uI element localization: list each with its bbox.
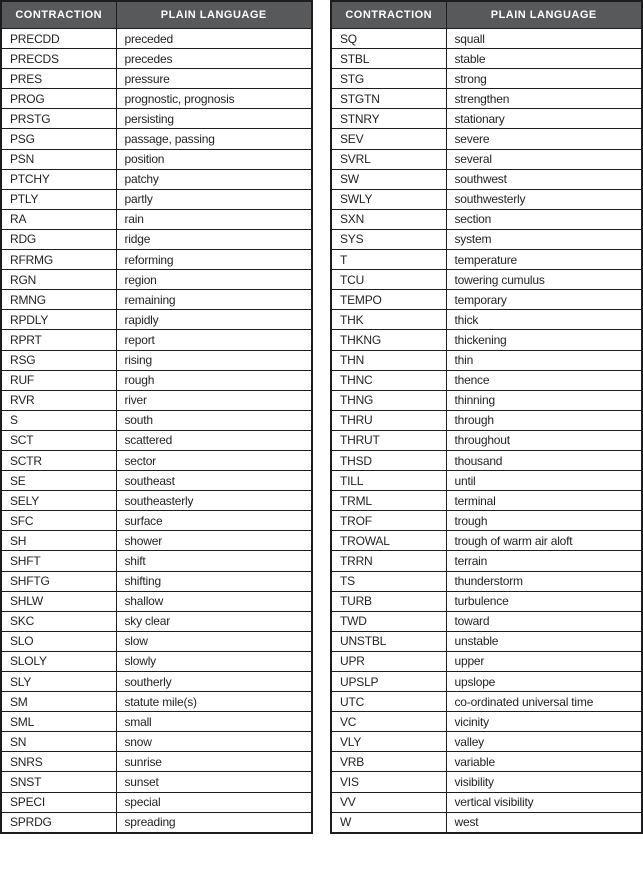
table-row	[1, 29, 312, 49]
contraction-cell: SN	[1, 732, 116, 752]
table-row	[1, 129, 312, 149]
contractions-table-right	[330, 0, 643, 834]
contraction-cell: STG	[331, 69, 446, 89]
plain-language-cell: statute mile(s)	[116, 692, 312, 712]
table-row	[331, 471, 642, 491]
table-row	[331, 109, 642, 129]
table-row	[1, 450, 312, 470]
plain-language-cell: system	[446, 229, 642, 249]
table-row	[331, 129, 642, 149]
plain-language-cell: reforming	[116, 250, 312, 270]
contraction-cell: THNG	[331, 390, 446, 410]
table-row	[1, 69, 312, 89]
contraction-cell: TURB	[331, 591, 446, 611]
plain-language-cell: sunrise	[116, 752, 312, 772]
plain-language-cell: sunset	[116, 772, 312, 792]
contraction-cell: UTC	[331, 692, 446, 712]
contraction-cell: VIS	[331, 772, 446, 792]
plain-language-cell: sector	[116, 450, 312, 470]
table-row	[1, 390, 312, 410]
table-row	[331, 149, 642, 169]
plain-language-cell: spreading	[116, 812, 312, 833]
plain-language-cell: terrain	[446, 551, 642, 571]
plain-language-cell: toward	[446, 611, 642, 631]
plain-language-cell: variable	[446, 752, 642, 772]
table-row	[331, 350, 642, 370]
plain-language-cell: surface	[116, 511, 312, 531]
contraction-cell: PTCHY	[1, 169, 116, 189]
plain-language-cell: temporary	[446, 290, 642, 310]
table-row	[331, 430, 642, 450]
plain-language-cell: thickening	[446, 330, 642, 350]
table-row	[331, 169, 642, 189]
plain-language-cell: thick	[446, 310, 642, 330]
plain-language-cell: west	[446, 812, 642, 833]
contractions-table-left	[0, 0, 313, 834]
table-row	[331, 651, 642, 671]
plain-language-cell: pressure	[116, 69, 312, 89]
contraction-cell: S	[1, 410, 116, 430]
table-row	[331, 270, 642, 290]
table-row	[1, 169, 312, 189]
contraction-cell: SYS	[331, 229, 446, 249]
contraction-cell: THKNG	[331, 330, 446, 350]
contraction-cell: SLOLY	[1, 651, 116, 671]
table-row	[331, 450, 642, 470]
plain-language-cell: through	[446, 410, 642, 430]
table-row	[1, 551, 312, 571]
contraction-cell: TROF	[331, 511, 446, 531]
header-row	[331, 1, 642, 29]
contraction-cell: SH	[1, 531, 116, 551]
plain-language-cell: rapidly	[116, 310, 312, 330]
contraction-cell: SXN	[331, 209, 446, 229]
plain-language-cell: section	[446, 209, 642, 229]
contraction-cell: VLY	[331, 732, 446, 752]
plain-language-cell: southwesterly	[446, 189, 642, 209]
contraction-cell: VV	[331, 792, 446, 812]
plain-language-cell: throughout	[446, 430, 642, 450]
table-row	[331, 551, 642, 571]
table-row	[1, 109, 312, 129]
contraction-cell: THSD	[331, 450, 446, 470]
plain-language-cell: remaining	[116, 290, 312, 310]
plain-language-cell: shower	[116, 531, 312, 551]
plain-language-cell: partly	[116, 189, 312, 209]
table-row	[1, 270, 312, 290]
table-row	[1, 672, 312, 692]
table-row	[331, 310, 642, 330]
table-row	[331, 692, 642, 712]
plain-language-cell: vicinity	[446, 712, 642, 732]
contraction-cell: PRSTG	[1, 109, 116, 129]
contraction-cell: STNRY	[331, 109, 446, 129]
contraction-cell: THRU	[331, 410, 446, 430]
table-row	[331, 49, 642, 69]
plain-language-cell: position	[116, 149, 312, 169]
table-row	[1, 571, 312, 591]
column-header-plain-language: PLAIN LANGUAGE	[116, 1, 312, 29]
contraction-cell: SPECI	[1, 792, 116, 812]
table-row	[331, 752, 642, 772]
contraction-cell: SNST	[1, 772, 116, 792]
contraction-cell: STBL	[331, 49, 446, 69]
contraction-cell: TCU	[331, 270, 446, 290]
contraction-cell: SELY	[1, 491, 116, 511]
contraction-cell: SVRL	[331, 149, 446, 169]
plain-language-cell: co-ordinated universal time	[446, 692, 642, 712]
table-row	[1, 611, 312, 631]
table-row	[331, 410, 642, 430]
header-row	[1, 1, 312, 29]
plain-language-cell: temperature	[446, 250, 642, 270]
plain-language-cell: thunderstorm	[446, 571, 642, 591]
plain-language-cell: vertical visibility	[446, 792, 642, 812]
contraction-cell: THNC	[331, 370, 446, 390]
plain-language-cell: turbulence	[446, 591, 642, 611]
table-row	[331, 29, 642, 49]
table-row	[1, 792, 312, 812]
contraction-cell: PROG	[1, 89, 116, 109]
table-row	[331, 511, 642, 531]
table-row	[1, 89, 312, 109]
table-row	[1, 250, 312, 270]
contraction-cell: SWLY	[331, 189, 446, 209]
contraction-cell: UPSLP	[331, 672, 446, 692]
column-header-contraction: CONTRACTION	[331, 1, 446, 29]
plain-language-cell: passage, passing	[116, 129, 312, 149]
contraction-cell: SHFTG	[1, 571, 116, 591]
contraction-cell: UNSTBL	[331, 631, 446, 651]
contraction-cell: SLO	[1, 631, 116, 651]
contraction-cell: PTLY	[1, 189, 116, 209]
contraction-cell: RVR	[1, 390, 116, 410]
table-row	[1, 149, 312, 169]
plain-language-cell: thinning	[446, 390, 642, 410]
plain-language-cell: thence	[446, 370, 642, 390]
plain-language-cell: several	[446, 149, 642, 169]
plain-language-cell: snow	[116, 732, 312, 752]
plain-language-cell: special	[116, 792, 312, 812]
table-row	[1, 772, 312, 792]
table-row	[331, 250, 642, 270]
contraction-cell: THK	[331, 310, 446, 330]
table-row	[1, 491, 312, 511]
table-row	[331, 611, 642, 631]
contraction-cell: TWD	[331, 611, 446, 631]
contraction-cell: THRUT	[331, 430, 446, 450]
contraction-cell: PRES	[1, 69, 116, 89]
table-row	[1, 410, 312, 430]
plain-language-cell: squall	[446, 29, 642, 49]
contraction-cell: RDG	[1, 229, 116, 249]
plain-language-cell: scattered	[116, 430, 312, 450]
table-row	[331, 712, 642, 732]
contraction-cell: RA	[1, 209, 116, 229]
plain-language-cell: rain	[116, 209, 312, 229]
plain-language-cell: terminal	[446, 491, 642, 511]
table-row	[331, 370, 642, 390]
plain-language-cell: upper	[446, 651, 642, 671]
table-row	[1, 591, 312, 611]
contraction-cell: VC	[331, 712, 446, 732]
contraction-cell: SHLW	[1, 591, 116, 611]
contraction-cell: SHFT	[1, 551, 116, 571]
plain-language-cell: shifting	[116, 571, 312, 591]
contraction-cell: SEV	[331, 129, 446, 149]
plain-language-cell: slowly	[116, 651, 312, 671]
plain-language-cell: rough	[116, 370, 312, 390]
table-row	[331, 89, 642, 109]
plain-language-cell: strengthen	[446, 89, 642, 109]
table-row	[1, 651, 312, 671]
table-row	[1, 430, 312, 450]
contraction-cell: TRML	[331, 491, 446, 511]
plain-language-cell: thousand	[446, 450, 642, 470]
table-row	[331, 229, 642, 249]
contraction-cell: TEMPO	[331, 290, 446, 310]
contraction-cell: SML	[1, 712, 116, 732]
table-row	[331, 631, 642, 651]
table-row	[1, 330, 312, 350]
plain-language-cell: persisting	[116, 109, 312, 129]
plain-language-cell: region	[116, 270, 312, 290]
plain-language-cell: strong	[446, 69, 642, 89]
table-row	[1, 350, 312, 370]
contraction-cell: RMNG	[1, 290, 116, 310]
contraction-cell: RFRMG	[1, 250, 116, 270]
table-row	[1, 752, 312, 772]
plain-language-cell: shallow	[116, 591, 312, 611]
plain-language-cell: severe	[446, 129, 642, 149]
plain-language-cell: valley	[446, 732, 642, 752]
plain-language-cell: preceded	[116, 29, 312, 49]
table-row	[331, 189, 642, 209]
table-row	[1, 370, 312, 390]
table-row	[331, 531, 642, 551]
contraction-cell: SCT	[1, 430, 116, 450]
table-row	[331, 812, 642, 833]
plain-language-cell: prognostic, prognosis	[116, 89, 312, 109]
table-row	[1, 511, 312, 531]
plain-language-cell: south	[116, 410, 312, 430]
plain-language-cell: ridge	[116, 229, 312, 249]
table-row	[1, 531, 312, 551]
contraction-cell: RPDLY	[1, 310, 116, 330]
table-row	[1, 209, 312, 229]
table-row	[1, 229, 312, 249]
contraction-cell: STGTN	[331, 89, 446, 109]
table-row	[331, 290, 642, 310]
table-row	[331, 672, 642, 692]
plain-language-cell: patchy	[116, 169, 312, 189]
plain-language-cell: stable	[446, 49, 642, 69]
table-row	[1, 189, 312, 209]
table-row	[331, 732, 642, 752]
contraction-cell: TRRN	[331, 551, 446, 571]
contraction-cell: SW	[331, 169, 446, 189]
table-row	[331, 792, 642, 812]
plain-language-cell: rising	[116, 350, 312, 370]
contraction-cell: RSG	[1, 350, 116, 370]
table-row	[1, 812, 312, 833]
plain-language-cell: stationary	[446, 109, 642, 129]
contraction-cell: SNRS	[1, 752, 116, 772]
contraction-cell: SCTR	[1, 450, 116, 470]
contraction-cell: TROWAL	[331, 531, 446, 551]
table-row	[1, 310, 312, 330]
plain-language-cell: sky clear	[116, 611, 312, 631]
table-row	[1, 631, 312, 651]
plain-language-cell: thin	[446, 350, 642, 370]
contraction-cell: SE	[1, 471, 116, 491]
table-row	[331, 69, 642, 89]
table-row	[331, 390, 642, 410]
table-row	[331, 330, 642, 350]
contraction-cell: RPRT	[1, 330, 116, 350]
contraction-cell: THN	[331, 350, 446, 370]
table-row	[331, 571, 642, 591]
contraction-cell: SM	[1, 692, 116, 712]
table-row	[331, 772, 642, 792]
plain-language-cell: southeast	[116, 471, 312, 491]
column-header-plain-language: PLAIN LANGUAGE	[446, 1, 642, 29]
plain-language-cell: precedes	[116, 49, 312, 69]
plain-language-cell: southerly	[116, 672, 312, 692]
plain-language-cell: river	[116, 390, 312, 410]
column-header-contraction: CONTRACTION	[1, 1, 116, 29]
plain-language-cell: trough of warm air aloft	[446, 531, 642, 551]
table-row	[331, 491, 642, 511]
plain-language-cell: southeasterly	[116, 491, 312, 511]
contraction-cell: PRECDD	[1, 29, 116, 49]
plain-language-cell: shift	[116, 551, 312, 571]
plain-language-cell: towering cumulus	[446, 270, 642, 290]
plain-language-cell: until	[446, 471, 642, 491]
contraction-cell: T	[331, 250, 446, 270]
contraction-cell: SKC	[1, 611, 116, 631]
plain-language-cell: unstable	[446, 631, 642, 651]
contraction-cell: PSN	[1, 149, 116, 169]
table-row	[1, 712, 312, 732]
table-row	[1, 732, 312, 752]
contraction-cell: SPRDG	[1, 812, 116, 833]
plain-language-cell: upslope	[446, 672, 642, 692]
contraction-cell: TS	[331, 571, 446, 591]
contraction-cell: RUF	[1, 370, 116, 390]
table-body-right	[331, 29, 642, 833]
contraction-cell: RGN	[1, 270, 116, 290]
contraction-cell: SFC	[1, 511, 116, 531]
plain-language-cell: small	[116, 712, 312, 732]
plain-language-cell: visibility	[446, 772, 642, 792]
contraction-cell: PSG	[1, 129, 116, 149]
table-row	[1, 471, 312, 491]
table-row	[1, 692, 312, 712]
table-row	[331, 209, 642, 229]
table-row	[1, 290, 312, 310]
contraction-cell: UPR	[331, 651, 446, 671]
table-row	[331, 591, 642, 611]
contraction-cell: SQ	[331, 29, 446, 49]
plain-language-cell: southwest	[446, 169, 642, 189]
table-row	[1, 49, 312, 69]
table-body-left	[1, 29, 312, 833]
contraction-cell: W	[331, 812, 446, 833]
contraction-cell: SLY	[1, 672, 116, 692]
contraction-cell: PRECDS	[1, 49, 116, 69]
plain-language-cell: report	[116, 330, 312, 350]
contraction-cell: TILL	[331, 471, 446, 491]
contraction-cell: VRB	[331, 752, 446, 772]
plain-language-cell: trough	[446, 511, 642, 531]
plain-language-cell: slow	[116, 631, 312, 651]
